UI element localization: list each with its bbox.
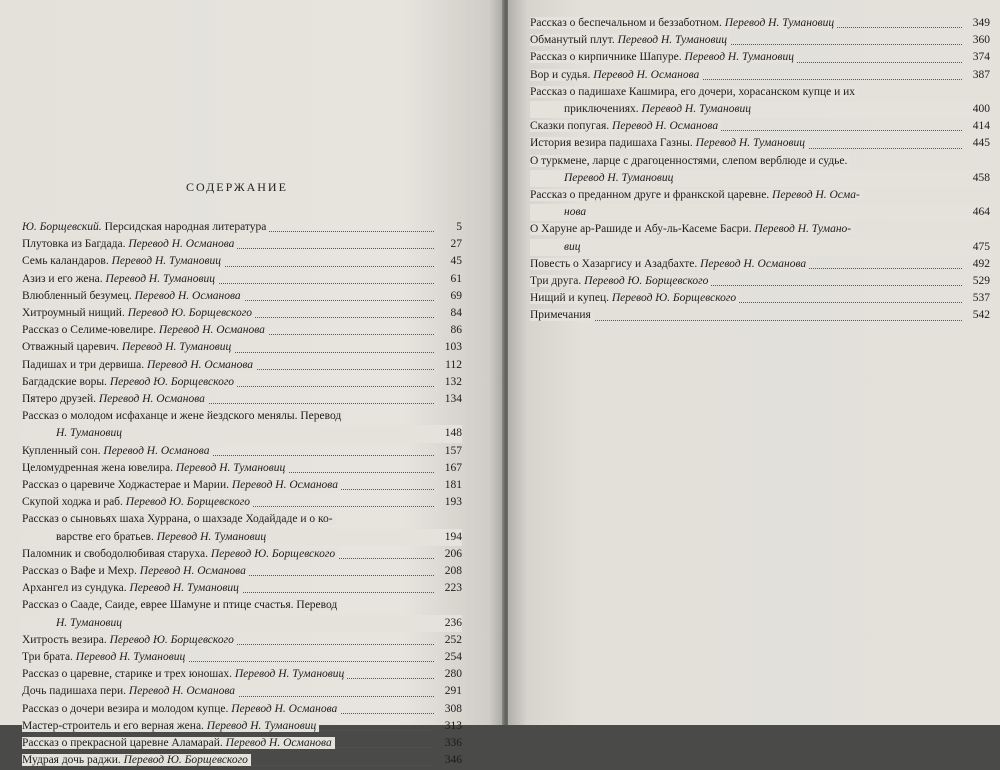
page-number: 464 xyxy=(972,206,990,219)
entry-label xyxy=(530,275,711,287)
page-number: 475 xyxy=(972,240,990,253)
toc-entry xyxy=(530,221,990,255)
page-number: 84 xyxy=(450,307,462,320)
contents-heading: СОДЕРЖАНИЕ xyxy=(186,180,288,194)
entry-label xyxy=(530,86,990,118)
entry-label xyxy=(22,462,288,474)
entry-translator: Перевод Н. Тумановиц xyxy=(156,530,267,543)
entry-title: Целомудренная жена ювелира. xyxy=(22,461,173,474)
entry-label xyxy=(22,324,268,336)
entry-translator: Ю. Борщевский. xyxy=(22,221,102,233)
entry-translator: Перевод Н. Османова xyxy=(103,444,210,457)
page-number: 313 xyxy=(444,719,462,732)
page-number: 414 xyxy=(972,120,990,133)
entry-label xyxy=(22,341,234,353)
entry-label xyxy=(530,258,809,270)
page-number: 206 xyxy=(444,547,462,560)
entry-translator: Перевод Н. Османова xyxy=(231,702,338,715)
entry-translator: Перевод Н. Тумановиц xyxy=(206,719,317,732)
entry-translator: Перевод Н. Османова xyxy=(98,393,205,406)
entry-label xyxy=(22,703,340,715)
entry-title: Падишах и три дервиша. xyxy=(22,358,145,371)
entry-translator: Перевод Н. Османова xyxy=(593,68,700,81)
toc-entry xyxy=(22,683,462,700)
entry-translator: Перевод Н. Османова xyxy=(612,120,719,133)
toc-entry xyxy=(22,580,462,597)
entry-label xyxy=(22,685,238,697)
entry-translator: Перевод Н. Османова xyxy=(700,257,807,270)
entry-label xyxy=(22,513,462,545)
entry-title: Повесть о Хазаргису и Азадбахте. xyxy=(530,257,698,270)
entry-title: Азиз и его жена. xyxy=(22,272,103,285)
entry-translator: Перевод Ю. Борщевского xyxy=(611,292,737,305)
toc-entry xyxy=(530,67,990,84)
entry-translator: Перевод Н. Османова xyxy=(225,737,332,750)
page-number: 167 xyxy=(444,461,462,474)
page-number: 336 xyxy=(444,737,462,750)
entry-title: История везира падишаха Газны. xyxy=(530,137,693,150)
entry-label xyxy=(22,634,237,646)
entry-title: Рассказ о Сааде, Саиде, еврее Шамуне и птице счастья. Перевод xyxy=(22,599,338,612)
toc-entry xyxy=(22,322,462,339)
entry-title: Персидская народная литература xyxy=(104,221,267,233)
toc-entry xyxy=(22,718,462,735)
entry-label xyxy=(22,238,237,250)
entry-translator: Перевод Н. Тумановиц xyxy=(724,17,835,29)
entry-title: Мудрая дочь раджи. xyxy=(22,754,121,767)
toc-entry xyxy=(22,632,462,649)
toc-entry xyxy=(530,256,990,273)
page-number: 45 xyxy=(450,255,462,268)
entry-title: О Харуне ар-Рашиде и Абу-ль-Касеме Басри. xyxy=(530,223,752,236)
toc-entry xyxy=(530,118,990,135)
entry-title: Вор и судья. xyxy=(530,68,591,81)
entry-title: Дочь падишаха пери. xyxy=(22,685,127,698)
entry-title: Сказки попугая. xyxy=(530,120,610,133)
page-number: 349 xyxy=(972,17,990,29)
entry-translator: Перевод Ю. Борщевского xyxy=(127,307,252,320)
entry-translator: Перевод Н. Османова xyxy=(231,479,338,492)
entry-title: О туркмене, ларце с драгоценностями, слепом верблюде и судье. xyxy=(530,154,848,167)
entry-translator: Перевод Н. Осма- xyxy=(772,189,860,202)
page-number: 291 xyxy=(444,685,462,698)
entry-title: Рассказ о сыновьях шаха Хуррана, о шахзаде Ходайдаде и о ко- xyxy=(22,513,333,526)
page-number: 529 xyxy=(972,275,990,288)
toc-entry xyxy=(22,374,462,391)
leader-dots xyxy=(530,320,962,321)
entry-title: Паломник и свободолюбивая старуха. xyxy=(22,547,208,560)
page-number: 346 xyxy=(444,754,462,767)
toc-entry xyxy=(22,288,462,305)
page-number: 103 xyxy=(444,341,462,354)
entry-label xyxy=(22,668,347,680)
entry-label xyxy=(22,737,335,749)
page-number: 61 xyxy=(450,272,462,285)
toc-entry xyxy=(22,701,462,718)
entry-label xyxy=(22,479,341,491)
entry-translator: Перевод Н. Османова xyxy=(146,358,254,371)
page-number: 148 xyxy=(444,427,462,440)
toc-entry xyxy=(22,219,462,236)
entry-label xyxy=(530,309,594,321)
entry-label xyxy=(530,34,730,46)
entry-title: Отважный царевич. xyxy=(22,341,119,354)
entry-title: Рассказ о царевне, старике и трех юношах. xyxy=(22,668,232,681)
entry-label xyxy=(22,221,269,233)
entry-title-continued: приключениях. xyxy=(564,103,639,116)
entry-label xyxy=(530,223,990,255)
page-number: 112 xyxy=(445,358,462,371)
toc-entry xyxy=(22,408,462,442)
entry-label xyxy=(22,290,244,302)
page-number: 445 xyxy=(972,137,990,150)
toc-entry xyxy=(530,307,990,324)
entry-label xyxy=(530,155,990,187)
page-number: 252 xyxy=(444,633,462,646)
toc-entry xyxy=(22,253,462,270)
toc-entry xyxy=(530,49,990,66)
entry-translator: Перевод Ю. Борщевского xyxy=(125,496,251,509)
toc-entry xyxy=(530,153,990,187)
entry-translator: Перевод Н. Тумановиц xyxy=(129,582,239,595)
entry-title: Хитрость везира. xyxy=(22,633,107,646)
page-number: 132 xyxy=(444,375,462,388)
entry-title: Рассказ о прекрасной царевне Аламарай. xyxy=(22,737,223,750)
entry-title: Влюбленный безумец. xyxy=(22,289,132,302)
right-page xyxy=(508,0,1000,725)
toc-entry xyxy=(22,460,462,477)
entry-label xyxy=(22,565,249,577)
toc-entry xyxy=(530,273,990,290)
entry-label xyxy=(22,720,319,732)
entry-label xyxy=(22,376,237,388)
page-number: 5 xyxy=(456,221,462,233)
page-number: 280 xyxy=(444,668,462,681)
entry-title: Рассказ о Вафе и Мехр. xyxy=(22,565,137,578)
entry-label xyxy=(530,69,702,81)
toc-entry xyxy=(22,305,462,322)
entry-title: Багдадские воры. xyxy=(22,375,107,388)
entry-title-continued: варстве его братьев. xyxy=(56,530,154,543)
entry-label xyxy=(22,651,188,663)
page-number: 254 xyxy=(444,651,462,664)
page-number: 542 xyxy=(972,309,990,322)
entry-translator: Перевод Ю. Борщевского xyxy=(210,547,336,560)
entry-label xyxy=(530,137,808,149)
toc-entry xyxy=(22,339,462,356)
entry-title: Семь каландаров. xyxy=(22,255,109,268)
page-number: 223 xyxy=(444,582,462,595)
entry-title: Рассказ о беспечальном и беззаботном. xyxy=(530,17,722,29)
entry-title: Скупой ходжа и раб. xyxy=(22,496,123,509)
toc-entry xyxy=(22,391,462,408)
page-number: 208 xyxy=(444,565,462,578)
page-number: 400 xyxy=(972,103,990,116)
entry-label xyxy=(22,582,242,594)
toc-entry xyxy=(22,236,462,253)
entry-title: Обманутый плут. xyxy=(530,34,615,47)
entry-label xyxy=(22,496,253,508)
entry-title: Примечания xyxy=(530,309,591,322)
entry-title: Нищий и купец. xyxy=(530,292,609,305)
entry-translator: Перевод Н. Тумановиц xyxy=(121,341,232,354)
entry-label xyxy=(530,51,797,63)
entry-translator: Перевод Ю. Борщевского xyxy=(584,275,709,288)
entry-translator: Перевод Ю. Борщевского xyxy=(123,754,248,767)
entry-title: Рассказ о падишахе Кашмира, его дочери, хорасанском купце и их xyxy=(530,85,856,98)
entry-translator: Перевод Ю. Борщевского xyxy=(109,375,235,388)
entry-translator: Перевод Н. Османова xyxy=(128,238,235,251)
toc-entry xyxy=(22,511,462,545)
entry-translator: Перевод Н. Тумановиц xyxy=(695,137,806,150)
toc-entry xyxy=(22,546,462,563)
toc-entry xyxy=(22,563,462,580)
entry-title: Архангел из сундука. xyxy=(22,582,127,595)
page-number: 387 xyxy=(972,68,990,81)
toc-entry xyxy=(22,477,462,494)
page-number: 193 xyxy=(444,496,462,509)
page-number: 69 xyxy=(450,289,462,302)
entry-title: Мастер-строитель и его верная жена. xyxy=(22,719,204,732)
page-number: 492 xyxy=(972,257,990,270)
toc-entry xyxy=(530,135,990,152)
entry-translator: Перевод Н. Османова xyxy=(139,565,246,578)
entry-translator: Перевод Н. Тумано- xyxy=(754,223,852,236)
entry-translator: Перевод Н. Тумановиц xyxy=(111,255,222,268)
entry-label xyxy=(530,120,721,132)
entry-title: Рассказ о кирпичнике Шапуре. xyxy=(530,51,682,64)
entry-label xyxy=(22,410,462,442)
entry-translator: Перевод Н. Османова xyxy=(158,324,265,337)
entry-label xyxy=(22,273,218,285)
entry-translator: Перевод Н. Тумановиц xyxy=(684,51,794,64)
toc-entry xyxy=(530,187,990,221)
entry-label xyxy=(22,445,212,457)
page-number: 308 xyxy=(444,702,462,715)
toc-entry xyxy=(22,443,462,460)
entry-label xyxy=(530,292,739,304)
entry-label xyxy=(22,255,224,267)
entry-title: Пятеро друзей. xyxy=(22,393,96,406)
toc-entry xyxy=(22,752,462,769)
toc-entry xyxy=(22,735,462,752)
entry-title: Рассказ о царевиче Ходжастерае и Марии. xyxy=(22,479,229,492)
page-number: 236 xyxy=(444,616,462,629)
entry-label xyxy=(530,17,837,29)
page-number: 134 xyxy=(444,393,462,406)
entry-label xyxy=(530,189,990,221)
page-number: 86 xyxy=(450,324,462,337)
entry-title: Рассказ о Селиме-ювелире. xyxy=(22,324,156,337)
page-number: 360 xyxy=(972,34,990,47)
entry-label xyxy=(22,393,208,405)
toc-entry xyxy=(22,597,462,631)
toc-entry xyxy=(22,357,462,374)
toc-list-left xyxy=(22,219,462,770)
toc-entry xyxy=(530,290,990,307)
toc-list-right xyxy=(530,15,990,325)
entry-title: Рассказ о преданном друге и франкской царевне. xyxy=(530,189,770,202)
entry-translator: Н. Тумановиц xyxy=(56,427,123,440)
entry-label xyxy=(22,599,462,631)
toc-entry xyxy=(22,649,462,666)
entry-translator: Перевод Н. Тумановиц xyxy=(234,668,345,681)
page-number: 374 xyxy=(972,51,990,64)
entry-title: Хитроумный нищий. xyxy=(22,307,125,320)
entry-title: Три друга. xyxy=(530,275,582,288)
toc-entry xyxy=(530,32,990,49)
entry-translator: Перевод Н. Тумановиц xyxy=(105,272,215,285)
entry-translator: Перевод Н. Тумановиц xyxy=(175,461,286,474)
entry-translator: Н. Тумановиц xyxy=(56,616,123,629)
entry-title: Плутовка из Багдада. xyxy=(22,238,126,251)
page-number: 157 xyxy=(444,444,462,457)
entry-translator: Перевод Н. Тумановиц xyxy=(617,34,728,47)
entry-translator: виц xyxy=(564,240,581,253)
page-number: 458 xyxy=(972,171,990,184)
entry-title: Три брата. xyxy=(22,651,73,664)
entry-translator: Перевод Н. Тумановиц xyxy=(641,103,751,116)
entry-label xyxy=(22,754,251,766)
entry-label xyxy=(22,307,255,319)
page-number: 181 xyxy=(444,479,462,492)
toc-entry xyxy=(22,271,462,288)
entry-translator: нова xyxy=(564,206,587,219)
page-number: 194 xyxy=(444,530,462,543)
entry-translator: Перевод Н. Тумановиц xyxy=(564,171,674,184)
entry-translator: Перевод Ю. Борщевского xyxy=(109,633,234,646)
entry-label xyxy=(22,359,256,371)
entry-translator: Перевод Н. Тумановиц xyxy=(75,651,186,664)
toc-entry xyxy=(530,84,990,118)
entry-label xyxy=(22,548,338,560)
entry-title: Рассказ о дочери везира и молодом купце. xyxy=(22,702,229,715)
page-number: 27 xyxy=(450,238,462,251)
entry-translator: Перевод Н. Османова xyxy=(128,685,235,698)
page-number: 537 xyxy=(972,292,990,305)
entry-title: Рассказ о молодом исфаханце и жене йездского менялы. Перевод xyxy=(22,410,342,423)
toc-entry xyxy=(22,494,462,511)
entry-translator: Перевод Н. Османова xyxy=(134,289,241,302)
toc-entry xyxy=(530,15,990,32)
entry-title: Купленный сон. xyxy=(22,444,101,457)
toc-entry xyxy=(22,666,462,683)
